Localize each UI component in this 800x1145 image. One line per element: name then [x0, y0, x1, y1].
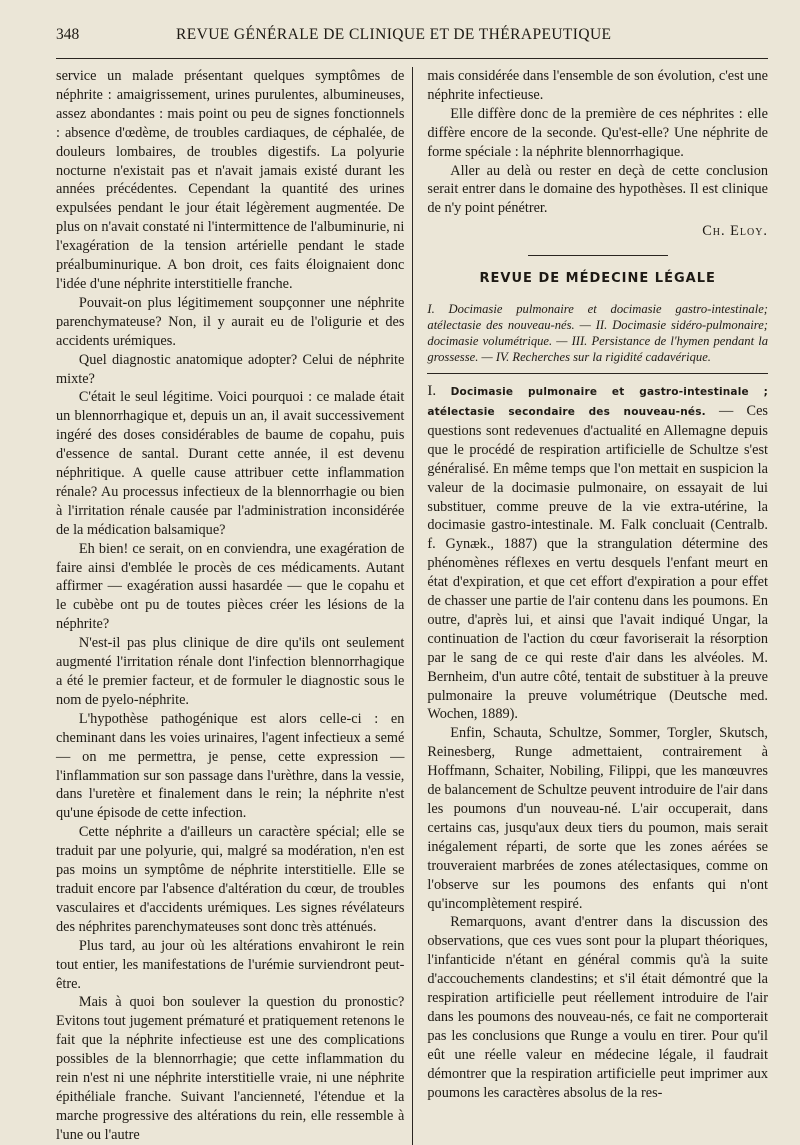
columns	[56, 67, 768, 1145]
section-contents: I. Docimasie pulmonaire et docimasie gastro-intestinale; atélectasie des nouveau-nés. — II. Docimasie sidéro-pulmonaire; docimasie volumétrique. — III. Persistance de l'hymen pendant la grossesse. — IV. Recherches sur la rigidité cadavérique.	[427, 301, 768, 374]
header-rule	[56, 58, 768, 59]
page-number: 348	[56, 26, 80, 43]
paragraph: Enfin, Schauta, Schultze, Sommer, Torgler, Skutsch, Reinesberg, Runge admettaient, contrairement à Hoffmann, Schaiter, Nobiling, Filippi, que les manœuvres de balancement de Schultze peuvent introduire de l'air dans les poumons d'un nouveau-né. L'air occuperait, dans certains cas, jusqu'aux deux tiers du poumon, mais serait inégalement réparti, de sorte que les zones aérées se trouveraient marbrées de zones atélectasiques, comme on l'observe sur les poumons des enfants qui n'ont qu'incomplètement respiré.	[427, 725, 768, 912]
paragraph: Remarquons, avant d'entrer dans la discussion des observations, que ces vues sont pour la plupart théoriques, l'infanticide n'étant en général commis qu'à la suite d'accouchements clandestins; et s'il était démontré que la respiration artificielle peut réellement introduire de l'air dans les poumons des nouveau-nés, ce fait ne comporterait pas les conclusions que Runge a voulu en tirer. Pour qu'il eût une réelle valeur en médecine légale, il faudrait démontrer que la respiration artificielle peut imprimer aux poumons les caractères absolus de la res-	[427, 914, 768, 1101]
paragraph: N'est-il pas plus clinique de dire qu'ils ont seulement augmenté l'irritation rénale dont l'infection blennorrhagique a été le premier facteur, et de formuler le diagnostic sous le nom de pyelo-néphrite.	[56, 635, 405, 708]
paragraph: Pouvait-on plus légitimement soupçonner une néphrite parenchymateuse? Non, il y aurait eu de l'oligurie et des accidents urémiques.	[56, 294, 405, 349]
paragraph: service un malade présentant quelques symptômes de néphrite : amaigrissement, urines purulentes, albumineuses, assez abondantes : mais point ou peu de signes fonctionnels : absence d'œdème, de troubles cardiaques, de céphalée, de douleurs lombaires, de troubles digestifs. La polyurie nocturne n'existait pas et n'avait jamais existé durant les années précédentes. Cependant la quantité des urines expulsées pendant le jour était légèrement augmentée. De plus on n'avait constaté ni l'intermittence de l'albuminurie, ni l'exagération de la tension artérielle pendant le stade préalbuminurique. A bon droit, ces faits éloignaient donc l'idée d'une néphrite interstitielle franche.	[56, 68, 405, 292]
paragraph: mais considérée dans l'ensemble de son évolution, c'est une néphrite infectieuse.	[427, 68, 768, 103]
paragraph: Elle diffère donc de la première de ces néphrites : elle diffère encore de la seconde. Qu'est-elle? Une néphrite de forme spéciale : la néphrite blennorrhagique.	[427, 105, 768, 160]
paragraph: Plus tard, au jour où les altérations envahiront le rein tout entier, les manifestations de l'urémie surviendront peut-être.	[56, 937, 405, 992]
paragraph: Mais à quoi bon soulever la question du pronostic? Evitons tout jugement prématuré et pratiquement retenons le fait que la néphrite infectieuse est une des complications possibles de la blennorrhagie; que cette inflammation du rein n'est ni une néphrite interstitielle vraie, ni une néphrite épithéliale franche. Suivant l'ancienneté, l'étendue et la marche progressive des altérations du rein, elle ressemble à l'une ou l'autre	[56, 994, 405, 1143]
right-column	[427, 67, 768, 1145]
paragraph: Eh bien! ce serait, on en conviendra, une exagération de faire ainsi d'emblée le procès de ces médicaments. Autant affirmer — exagération aussi hasardée — que le copahu et le cubèbe ont pu de toutes pièces créer les lésions de la néphrite?	[56, 540, 405, 633]
paragraph: L'hypothèse pathogénique est alors celle-ci : en cheminant dans les voies urinaires, l'agent infectieux a semé — on me permettra, je pense, cette expression — l'inflammation sur son passage dans l'urèthre, dans la vessie, dans l'uretère et finalement dans le rein; la néphrite n'est qu'une épisode de cette infection.	[56, 710, 405, 822]
paragraph: C'était le seul légitime. Voici pourquoi : ce malade était un blennorrhagique et, depuis un an, il avait successivement ingéré des doses considérables de baume de copahu, puis d'essence de santal. Durant cette année, il est devenu néphritique. A quelle cause attribuer cette inflammation rénale? Au processus infectieux de la blennorrhagie ou bien à l'irritation rénale causée par l'administration inconsidérée de la médication balsamique?	[56, 389, 405, 538]
article-intro	[427, 382, 768, 724]
paragraph: Aller au delà ou rester en deçà de cette conclusion serait entrer dans le domaine des hypothèses. Il est clinique de n'y point pénétrer.	[427, 162, 768, 217]
section-title: REVUE DE MÉDECINE LÉGALE	[479, 271, 716, 287]
journal-title: REVUE GÉNÉRALE DE CLINIQUE ET DE THÉRAPEUTIQUE	[176, 26, 612, 43]
article-first-paragraph: — Ces questions sont redevenues d'actualité en Allemagne depuis que le procédé de respiration artificielle de Schultze s'est généralisé. En même temps que l'on mettait en suspicion la valeur de la docimasie pulmonaire, on essayait de lui substituer, comme preuve de la vie extra-utérine, la docimasie gastro-intestinale. M. Falk concluait (Centralb. f. Gynæk., 1887) que la strangulation détermine des phénomènes réflexes en vertu desquels l'enfant meurt en état d'expiration, et que cet effort d'expiration a pour effet de chasser une partie de l'air contenu dans les poumons. En outre, d'après lui, et ainsi que l'avait indiqué Ungar, la continuation de l'action du cœur favoriserait la résorption par le sang de ce qui reste d'air dans les alvéoles. M. Bernheim, d'un autre côté, tentait de substituer à la preuve pulmonaire la preuve volumétrique (Deutsche med. Wochen, 1889).	[427, 402, 768, 723]
paragraph: Cette néphrite a d'ailleurs un caractère spécial; elle se traduit par une polyurie, qui, malgré sa modération, n'en est pas moins un symptôme de néphrite interstitielle. Elle se traduit encore par l'absence d'altération du cœur, de troubles vasculaires et d'accidents urémiques. Les signes révélateurs des néphrites parenchymateuses sont donc très atténués.	[56, 824, 405, 935]
left-column	[56, 67, 413, 1145]
running-head	[56, 26, 768, 48]
section-divider	[528, 255, 668, 256]
paragraph: Quel diagnostic anatomique adopter? Celui de néphrite mixte?	[56, 351, 405, 387]
author-signature: Ch. Eloy.	[702, 223, 768, 240]
article-heading: Docimasie pulmonaire et gastro-intestinale ; atélectasie secondaire des nouveau-nés.	[427, 386, 769, 418]
article-number: I.	[427, 383, 437, 400]
